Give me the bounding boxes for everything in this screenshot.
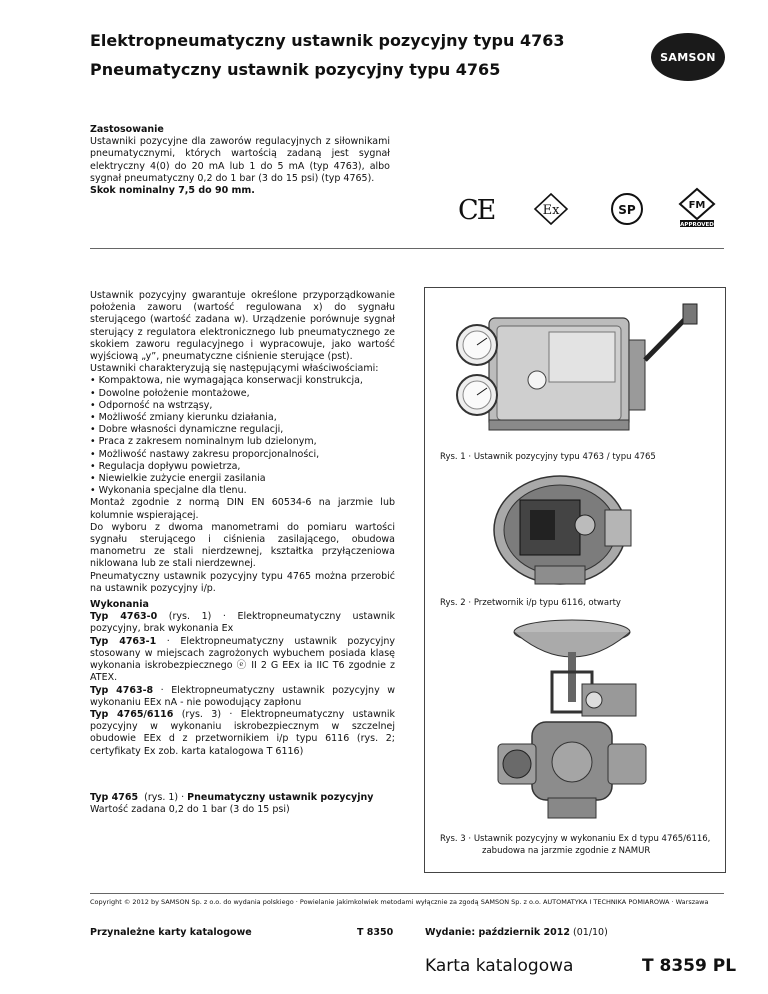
version-item: Typ 4763-0 (rys. 1) · Elektropneumatyczny ustawnik pozycyjny, brak wykonania Ex: [90, 611, 395, 635]
footer-divider: [90, 893, 724, 894]
body-text: [90, 290, 395, 758]
version-item: Typ 4765/6116 (rys. 3) · Elektropneumatyczny ustawnik pozycyjny w wykonaniu iskrobezpiecznym w szczelnej obudowie EEx d z przetwornikiem i/p typu 6116 (rys. 2; certyfikaty Ex zob. karta katalogowa T 6116): [90, 708, 396, 757]
related-sheets-value: T 8350: [357, 927, 394, 938]
header-divider: [90, 248, 724, 249]
version-item: Typ 4763-1 · Elektropneumatyczny ustawnik pozycyjny stosowany w miejscach zagrożonych wybuchem posiada klasę wykonania iskrobezpiecznego ⓔ II 2 G EEx ia IIC T6 zgodnie z ATEX.: [90, 635, 395, 684]
svg-text:APPROVED: APPROVED: [680, 222, 714, 228]
feature-item: • Kompaktowa, nie wymagająca konserwacji konstrukcja,: [90, 375, 363, 387]
pneumatic-version: Typ 4765 (rys. 1) · Pneumatyczny ustawnik pozycyjny Wartość zadana 0,2 do 1 bar (3 do 15 psi): [90, 792, 374, 816]
page-title-line2: Pneumatyczny ustawnik pozycyjny typu 4765: [90, 60, 501, 79]
feature-item: • Praca z zakresem nominalnym lub dzielonym,: [90, 436, 317, 448]
edition-info: Wydanie: październik 2012 (01/10): [425, 927, 608, 938]
mounting-paragraph: Montaż zgodnie z normą DIN EN 60534-6 na jarzmie lub kolumnie wspierającej.: [90, 497, 395, 521]
catalog-sheet-label: Karta katalogowa: [425, 956, 574, 976]
figure-3-caption-line2: zabudowa na jarzmie zgodnie z NAMUR: [482, 846, 651, 856]
stroke-range: Skok nominalny 7,5 do 90 mm.: [90, 185, 255, 197]
figure-3-image: [492, 612, 652, 824]
figure-1-image: [437, 300, 717, 440]
gauges-paragraph: Do wyboru z dwoma manometrami do pomiaru wartości sygnału sterującego i ciśnienia zasilającego, obudowa manometru ze stali nierdzewnej, kształtka przyłączeniowa niklowana lub ze stali nierdzewnej.: [90, 521, 395, 570]
conversion-paragraph: Pneumatyczny ustawnik pozycyjny typu 4765 można przerobić na ustawnik pozycyjny i/p.: [90, 570, 395, 594]
catalog-number: T 8359 PL: [642, 956, 737, 976]
feature-item: • Dowolne położenie montażowe,: [90, 387, 250, 399]
svg-text:FM: FM: [688, 200, 706, 211]
version-item: Typ 4763-8 · Elektropneumatyczny ustawnik pozycyjny w wykonaniu EEx nA - nie powodujący zapłonu: [90, 684, 395, 708]
svg-text:Ex: Ex: [542, 203, 560, 218]
feature-item: • Możliwość nastawy zakresu proporcjonalności,: [90, 448, 320, 460]
page-title-line1: Elektropneumatyczny ustawnik pozycyjny typu 4763: [90, 31, 565, 50]
ex-mark-icon: [533, 192, 569, 226]
csa-mark-icon: [610, 192, 644, 226]
figure-1-caption: Rys. 1 · Ustawnik pozycyjny typu 4763 / typu 4765: [440, 452, 656, 462]
figure-3-caption-line1: Rys. 3 · Ustawnik pozycyjny w wykonaniu Ex d typu 4765/6116,: [440, 834, 711, 844]
features-list: [90, 375, 395, 497]
figure-2-caption: Rys. 2 · Przetwornik i/p typu 6116, otwarty: [440, 598, 621, 608]
feature-item: • Możliwość zmiany kierunku działania,: [90, 412, 277, 424]
feature-item: • Dobre własności dynamiczne regulacji,: [90, 424, 284, 436]
intro-paragraph: Ustawnik pozycyjny gwarantuje określone przyporządkowanie położenia zaworu (wartość regulowana x) do sygnału sterującego (wartość zadana w). Urządzenie porównuje sygnał sterujący z regulatora elektronicznego lub pneumatycznego ze skokiem zaworu regulacyjnego i wypracowuje, jako wartość wyjściową „y”, pneumatyczne ciśnienie sterujące (pst).: [90, 290, 395, 363]
copyright-notice: Copyright © 2012 by SAMSON Sp. z o.o. do wydania polskiego · Powielanie jakimkolwiek metodami wyłącznie za zgodą SAMSON Sp. z o.o. AUTOMATYKA I TECHNIKA POMIAROWA · Warszawa: [90, 898, 709, 906]
related-sheets-label: Przynależne karty katalogowe: [90, 927, 252, 938]
application-text: Ustawniki pozycyjne dla zaworów regulacyjnych z siłownikami pneumatycznymi, których wartością zadaną jest sygnał elektryczny 4(0) do 20 mA lub 1 do 5 mA (typ 4763), albo sygnał pneumatyczny 0,2 do 1 bar (3 do 15 psi) (typ 4765).: [90, 136, 390, 184]
application-section: [90, 124, 390, 197]
ce-mark-icon: CE: [458, 195, 495, 226]
feature-item: • Odporność na wstrząsy,: [90, 399, 213, 411]
application-heading: Zastosowanie: [90, 124, 164, 135]
feature-item: • Regulacja dopływu powietrza,: [90, 460, 241, 472]
feature-item: • Wykonania specjalne dla tlenu.: [90, 485, 247, 497]
fm-approved-mark-icon: [677, 186, 717, 228]
features-intro: Ustawniki charakteryzują się następującymi właściwościami:: [90, 363, 379, 375]
svg-text:SP: SP: [618, 203, 636, 217]
versions-heading: Wykonania: [90, 599, 149, 611]
samson-logo: SAMSON: [651, 33, 725, 81]
figure-2-image: [485, 470, 635, 590]
feature-item: • Niewielkie zużycie energii zasilania: [90, 473, 266, 485]
